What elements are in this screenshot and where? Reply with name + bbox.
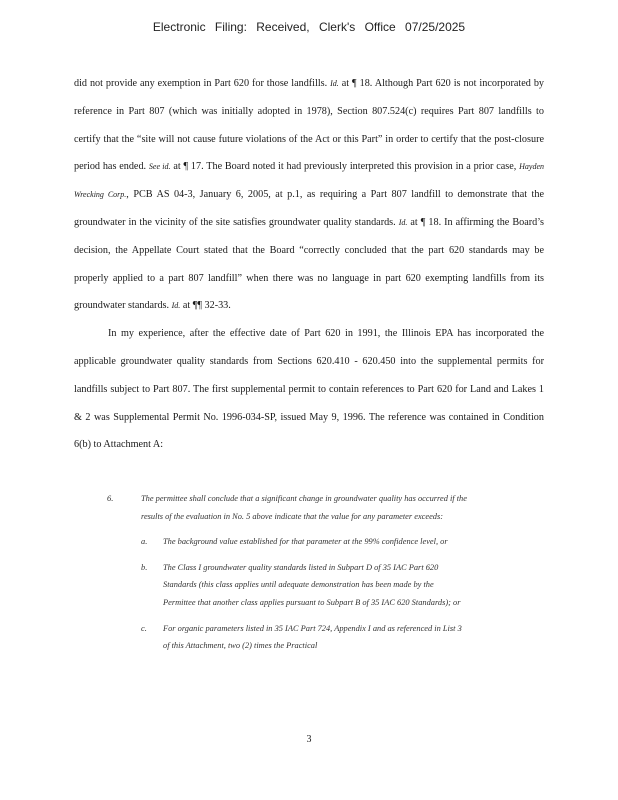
filing-header: Electronic Filing: Received, Clerk's Office 07/25/2025	[152, 20, 466, 34]
p1-text-4: , PCB AS 04-3, January 6, 2005, at p.1, as requiring a Part 807 landfill to demonstrate that the groundwater in the vicinity of the site satisfies groundwater quality standards.	[74, 189, 544, 228]
p1-citation-2: See id.	[148, 162, 171, 172]
p1-citation-1: Id.	[330, 79, 339, 88]
quote-subitem-a	[107, 533, 467, 551]
quote-intro: The permittee shall conclude that a significant change in groundwater quality has occurred if the results of the evaluation in No. 5 above indicate that the value for any parameter exceeds:	[141, 494, 467, 521]
subitem-letter: b.	[141, 562, 148, 572]
p1-text-5: at ¶ 18. In affirming the Board’s decision, the Appellate Court stated that the Board “correctly concluded that the part 620 standards may be properly applied to a part 807 landfill” when there was no language in part 620 exempting landfills from its groundwater standards.	[74, 216, 545, 312]
p1-citation-4: Id.	[398, 217, 408, 227]
p1-text-2: at ¶ 18. Although Part 620 is not incorporated by reference in Part 807 (which was initially adopted in 1978), Section 807.524(c) requires Part 807 landfills to certify that the “site will not cause future violations of the Act or this Part” in order to certify that the post-closure period has ended.	[74, 78, 545, 173]
p1-citation-5: Id.	[171, 301, 181, 311]
p1-text-3: at ¶ 17. The Board noted it had previously interpreted this provision in a prior case,	[173, 161, 517, 173]
paragraph-2: In my experience, after the effective date of Part 620 in 1991, the Illinois EPA has incorporated the applicable groundwater quality standards from Sections 620.410 - 620.450 into the supplemental permits for landfills subject to Part 807. The first supplemental permit to contain references to Part 620 for Land and Lakes 1 & 2 was Supplemental Permit No. 1996-034-SP, issued May 9, 1996. The reference was contained in Condition 6(b) to Attachment A:	[74, 328, 544, 451]
quote-number: 6.	[107, 494, 114, 503]
paragraph-1	[74, 70, 544, 320]
p1-text-1: did not provide any exemption in Part 620 for those landfills.	[74, 78, 328, 89]
subitem-text: The Class I groundwater quality standards listed in Subpart D of 35 IAC Part 620 Standards (this class applies until adequate demonstration has been made by the Permittee that another class applies pursuant to Subpart B of 35 IAC 620 Standards); or	[163, 562, 461, 607]
subitem-text: The background value established for that parameter at the 99% confidence level, or	[163, 537, 448, 547]
quote-item-6	[107, 490, 467, 525]
subitem-letter: c.	[141, 623, 147, 633]
p1-text-6: at ¶¶ 32-33.	[182, 300, 231, 312]
block-quote	[107, 490, 467, 663]
subitem-letter: a.	[141, 537, 148, 547]
quote-subitem-b	[107, 559, 467, 612]
body-text	[74, 70, 544, 459]
subitem-text: For organic parameters listed in 35 IAC Part 724, Appendix I and as referenced in List 3 of this Attachment, two (2) times the Practical	[163, 623, 462, 651]
p1-case-name: Hayden Wrecking Corp.	[74, 162, 545, 200]
page-number: 3	[306, 734, 312, 745]
quote-subitem-c	[107, 620, 467, 655]
